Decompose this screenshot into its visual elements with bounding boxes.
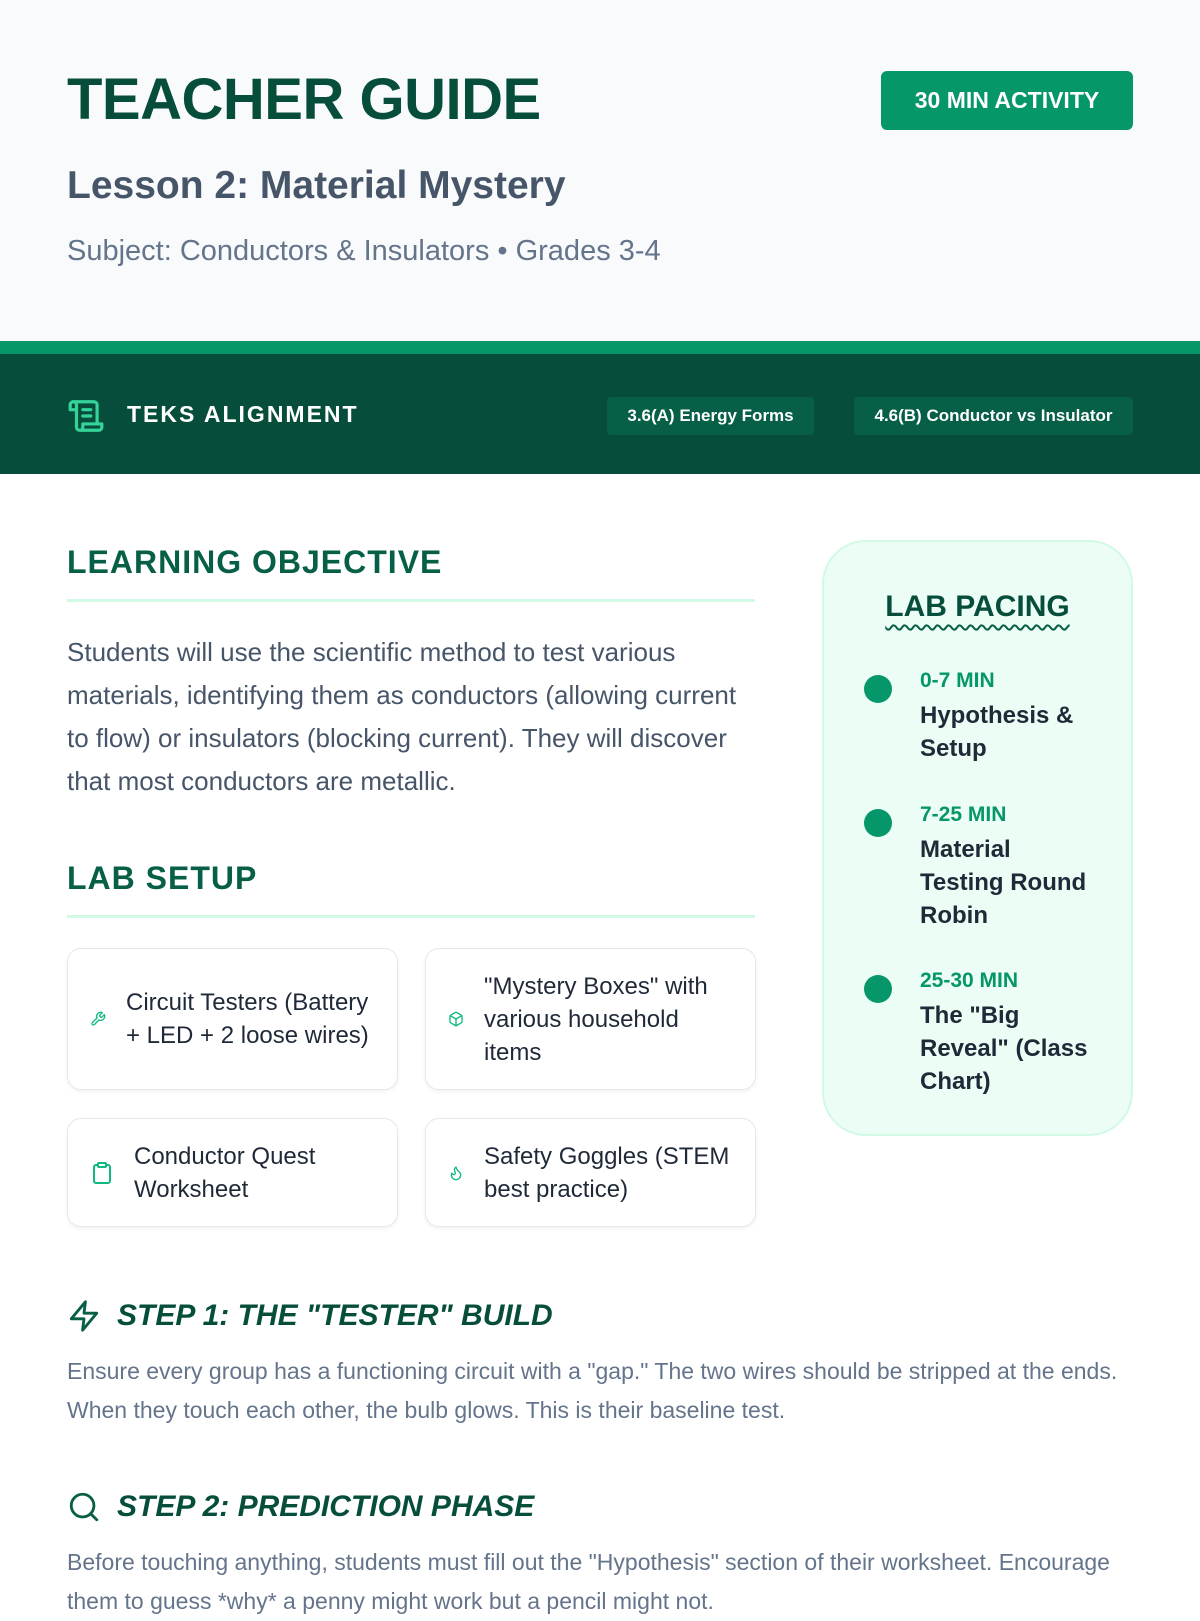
pacing-label: Hypothesis & Setup xyxy=(920,702,1074,762)
lab-setup-item-text: Safety Goggles (STEM best practice) xyxy=(484,1142,730,1203)
search-icon xyxy=(67,1490,101,1524)
header xyxy=(0,0,1200,341)
lab-setup-item-text: "Mystery Boxes" with various household items xyxy=(484,972,708,1066)
activity-duration-badge: 30 MIN ACTIVITY xyxy=(881,71,1133,130)
pacing-time: 0-7 MIN xyxy=(920,669,995,692)
lab-pacing-heading: LAB PACING xyxy=(885,590,1070,623)
wrench-icon xyxy=(90,1011,106,1027)
zap-icon xyxy=(67,1299,101,1333)
teks-tag: 4.6(B) Conductor vs Insulator xyxy=(854,397,1133,435)
flame-icon xyxy=(448,1165,464,1181)
pacing-time: 7-25 MIN xyxy=(920,803,1007,826)
subject-line: Subject: Conductors & Insulators • Grades 3-4 xyxy=(67,235,661,267)
lab-setup-item xyxy=(425,1118,756,1227)
learning-objective-text: Students will use the scientific method to test various materials, identifying them as conductors (allowing current to flow) or insulators (blocking current). They will discover that most conductors are metallic. xyxy=(67,637,737,796)
clipboard-icon xyxy=(90,1161,114,1185)
lesson-title: Lesson 2: Material Mystery xyxy=(67,164,566,207)
lab-setup-item xyxy=(425,948,756,1090)
timeline-dot xyxy=(864,675,892,703)
scroll-icon xyxy=(67,397,105,435)
pacing-label: Material Testing Round Robin xyxy=(920,836,1087,929)
step-1-heading xyxy=(67,1299,553,1333)
learning-objective-heading: LEARNING OBJECTIVE xyxy=(67,544,755,602)
teks-alignment-bar xyxy=(0,341,1200,474)
teks-tag: 3.6(A) Energy Forms xyxy=(607,397,814,435)
lab-setup-item xyxy=(67,948,398,1090)
step-1-text: Ensure every group has a functioning circuit with a "gap." The two wires should be stripped at the ends. When they touch each other, the bulb glows. This is their baseline test. xyxy=(67,1358,1118,1423)
box-icon xyxy=(448,1011,464,1027)
step-2-heading xyxy=(67,1490,534,1524)
teks-title: TEKS ALIGNMENT xyxy=(127,401,359,427)
page-title: TEACHER GUIDE xyxy=(67,67,541,132)
step-title: STEP 2: PREDICTION PHASE xyxy=(117,1490,535,1523)
step-title: STEP 1: THE "TESTER" BUILD xyxy=(117,1299,553,1332)
lab-setup-item xyxy=(67,1118,398,1227)
lab-setup-item-text: Conductor Quest Worksheet xyxy=(134,1142,316,1203)
lab-setup-heading: LAB SETUP xyxy=(67,860,755,918)
timeline-dot xyxy=(864,975,892,1003)
timeline-dot xyxy=(864,809,892,837)
pacing-label: The "Big Reveal" (Class Chart) xyxy=(920,1002,1088,1095)
lab-setup-item-text: Circuit Testers (Battery + LED + 2 loose wires) xyxy=(126,989,369,1049)
pacing-time: 25-30 MIN xyxy=(920,969,1019,992)
lab-pacing-panel xyxy=(822,540,1133,1136)
step-2-text: Before touching anything, students must fill out the "Hypothesis" section of their worksheet. Encourage them to guess *why* a penny might work but a pencil might not. xyxy=(67,1549,1110,1614)
